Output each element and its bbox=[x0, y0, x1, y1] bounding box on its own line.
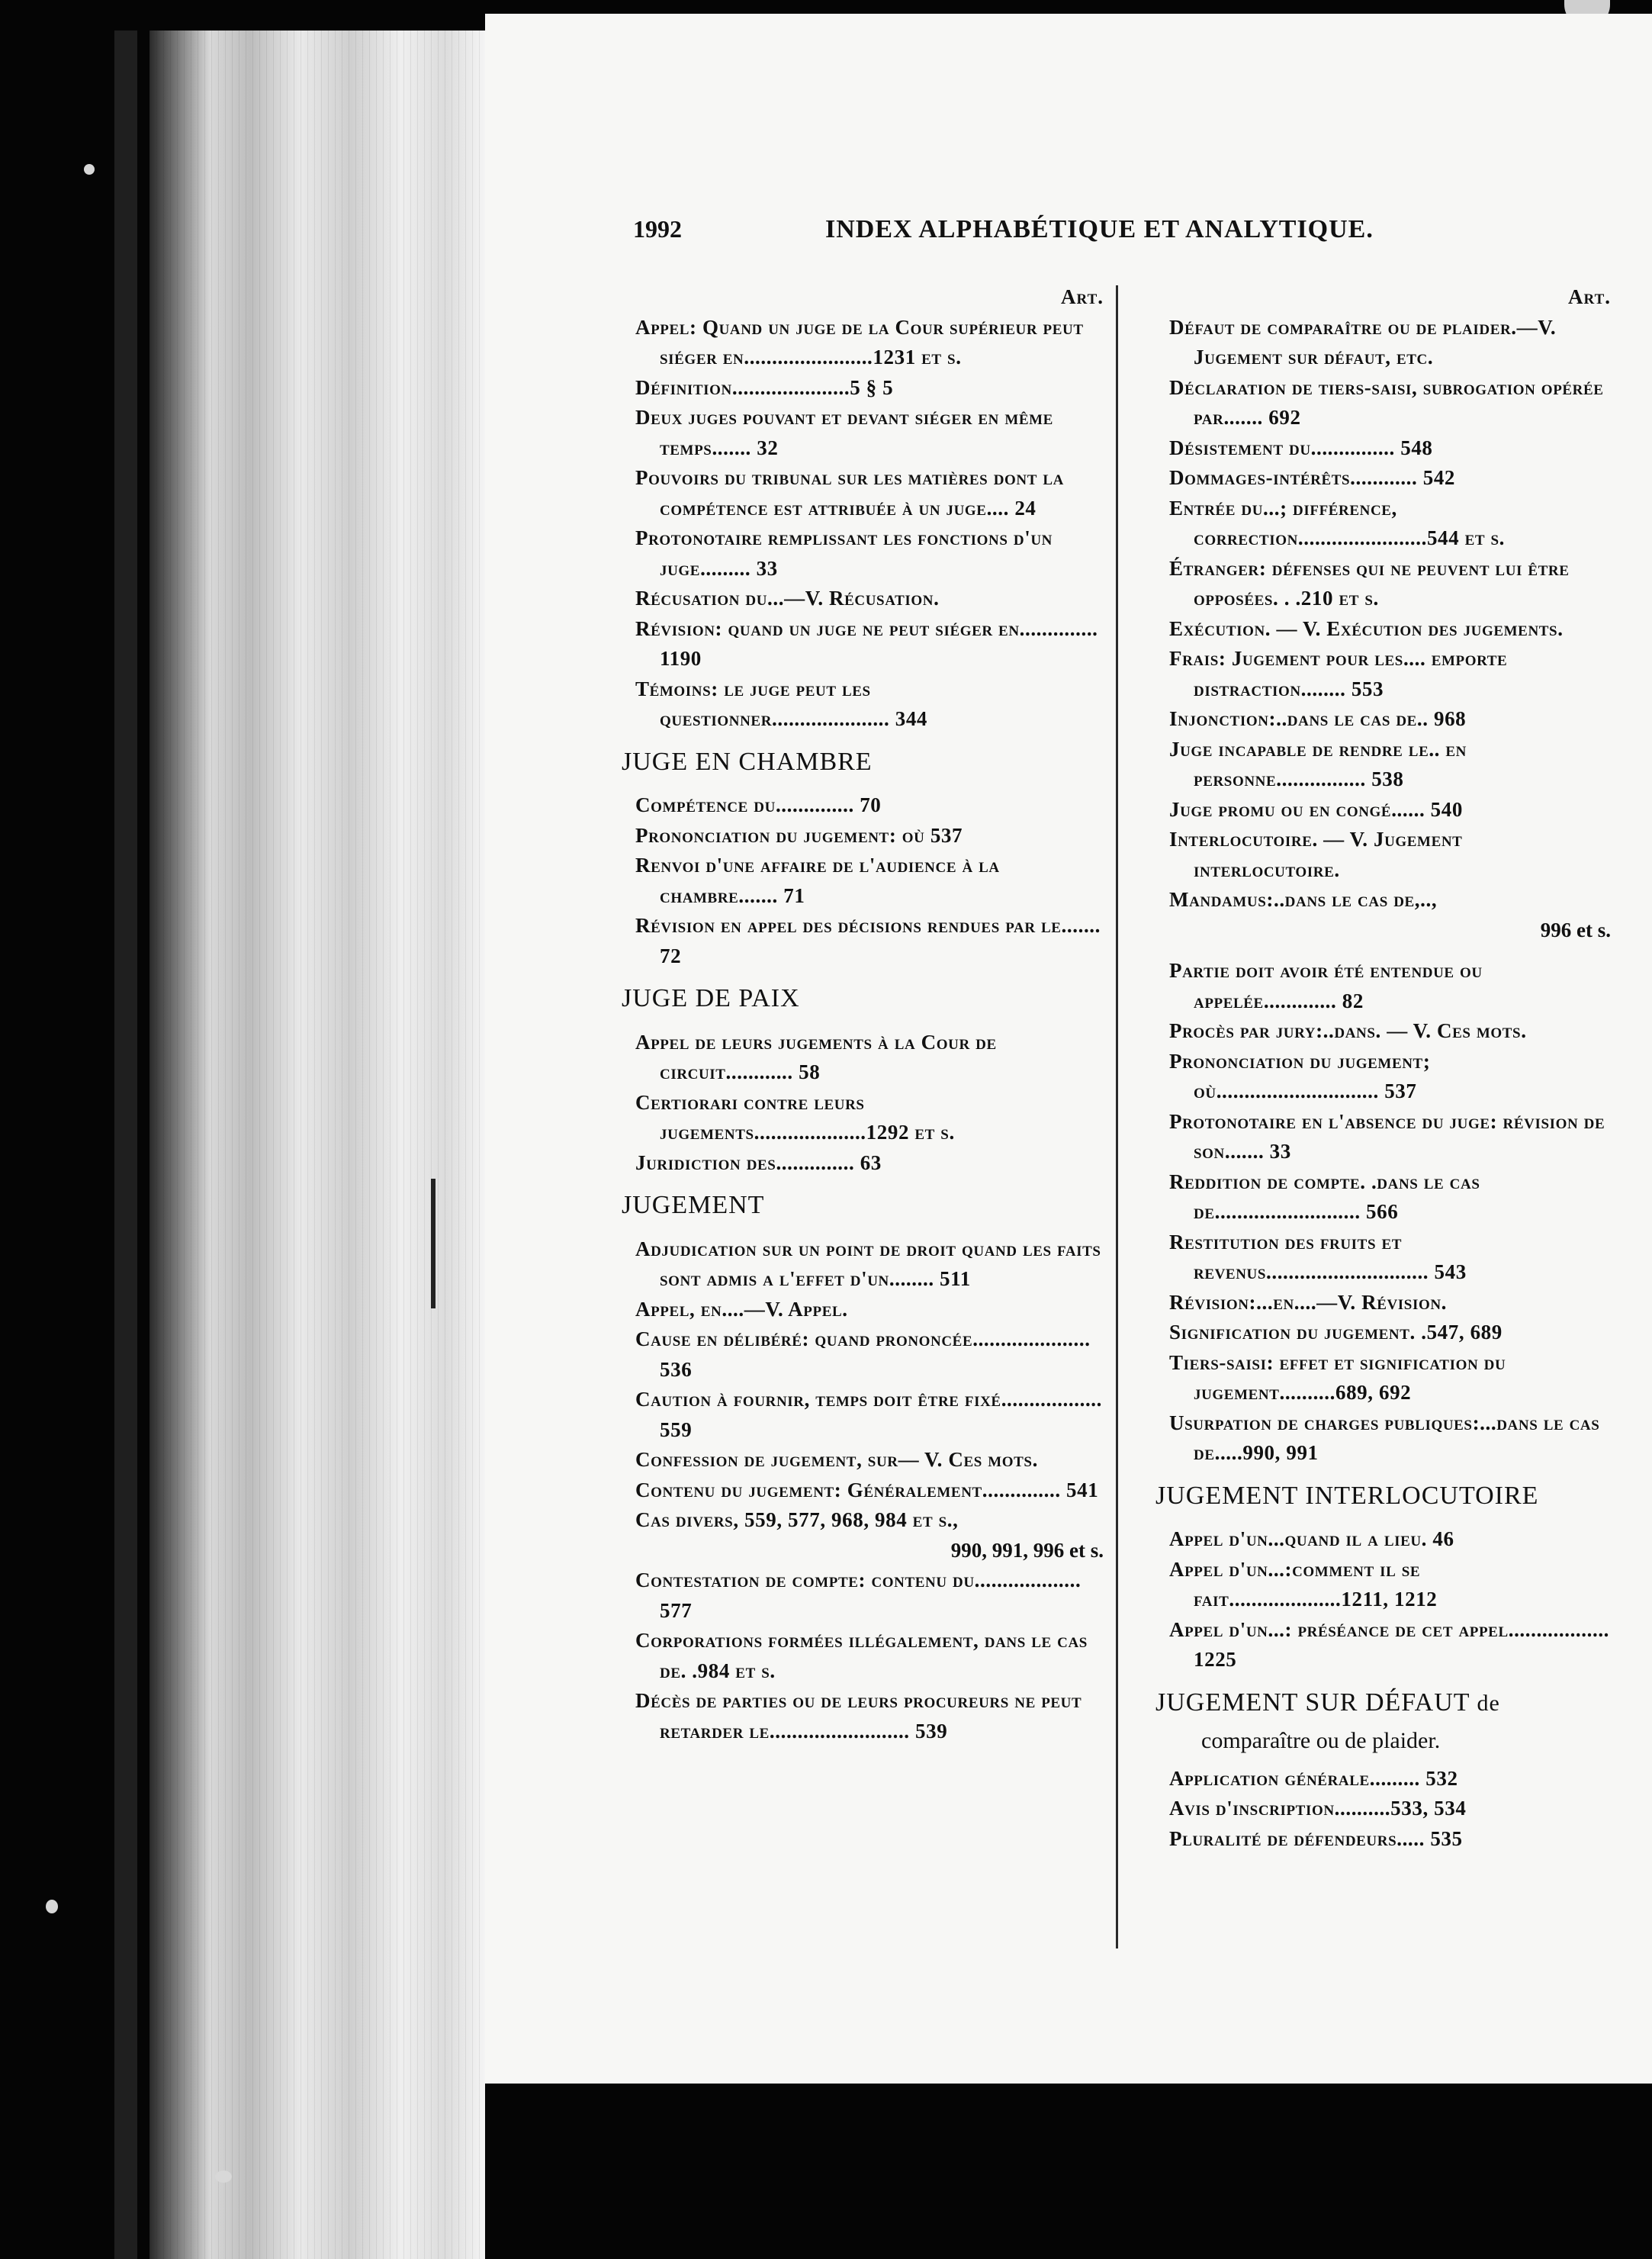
section-heading: JUGEMENT INTERLOCUTOIRE bbox=[1155, 1481, 1539, 1510]
index-entry: Restitution des fruits et revenus............................. 543 bbox=[1169, 1230, 1467, 1283]
index-entry: Dommages-intérêts............ 542 bbox=[1169, 466, 1456, 489]
index-entry: Juridiction des.............. 63 bbox=[635, 1150, 882, 1174]
index-entry: Contestation de compte: contenu du................... 577 bbox=[635, 1569, 1082, 1622]
index-entry: Appel: Quand un juge de la Cour supérieur peut siéger en.......................1231 et s. bbox=[635, 315, 1084, 368]
index-entry: Décès de parties ou de leurs procureurs ne peut retarder le......................... 539 bbox=[635, 1689, 1082, 1743]
index-entry: Certiorari contre leurs jugements....................1292 et s. bbox=[635, 1090, 955, 1144]
speck bbox=[46, 1900, 58, 1913]
index-entry: Appel d'un...: préséance de cet appel.................. 1225 bbox=[1169, 1617, 1610, 1671]
column-divider bbox=[1116, 285, 1118, 1948]
index-entry: Étranger: défenses qui ne peuvent lui être opposées. . .210 et s. bbox=[1169, 556, 1570, 610]
index-entry: Contenu du jugement: Généralement.............. 541 bbox=[635, 1478, 1099, 1501]
index-entry: Appel de leurs jugements à la Cour de circuit............ 58 bbox=[635, 1030, 997, 1083]
index-entry: Interlocutoire. — V. Jugement interlocutoire. bbox=[1169, 828, 1463, 881]
page-title: INDEX ALPHABÉTIQUE ET ANALYTIQUE. bbox=[825, 215, 1374, 243]
index-entry: Pluralité de défendeurs..... 535 bbox=[1169, 1826, 1463, 1850]
running-head bbox=[633, 215, 1515, 253]
index-entry: Signification du jugement. .547, 689 bbox=[1169, 1321, 1503, 1343]
index-entry: Juge promu ou en congé...... 540 bbox=[1169, 797, 1463, 821]
page-edge-stack bbox=[149, 31, 485, 2259]
index-entry: Cas divers, 559, 577, 968, 984 et s., bbox=[635, 1508, 959, 1531]
index-entry: Renvoi d'une affaire de l'audience à la chambre....... 71 bbox=[635, 854, 1000, 907]
index-entry: Appel d'un...quand il a lieu. 46 bbox=[1169, 1527, 1454, 1550]
book-edge-band bbox=[114, 31, 137, 2259]
index-entry: Révision: quand un juge ne peut siéger en.............. 1190 bbox=[635, 616, 1098, 670]
gutter-mark bbox=[431, 1179, 435, 1308]
left-column bbox=[622, 282, 1104, 1746]
section-heading: JUGE DE PAIX bbox=[622, 984, 800, 1012]
index-entry: Reddition de compte. .dans le cas de.......................... 566 bbox=[1169, 1170, 1480, 1223]
index-entry: Témoins: le juge peut les questionner..................... 344 bbox=[635, 677, 928, 730]
index-entry: Caution à fournir, temps doit être fixé.................. 559 bbox=[635, 1388, 1102, 1441]
index-entry: Récusation du...—V. Récusation. bbox=[635, 587, 940, 610]
index-entry: Protonotaire remplissant les fonctions d'un juge......... 33 bbox=[635, 526, 1053, 580]
index-entry: Pouvoirs du tribunal sur les matières dont la compétence est attribuée à un juge.... 24 bbox=[635, 466, 1064, 520]
index-entry: Compétence du.............. 70 bbox=[635, 793, 882, 816]
index-entry: Cause en délibéré: quand prononcée..................... 536 bbox=[635, 1327, 1091, 1381]
index-entry: Corporations formées illégalement, dans le cas de. .984 et s. bbox=[635, 1629, 1088, 1682]
speck bbox=[215, 2171, 232, 2183]
index-entry: Procès par jury:..dans. — V. Ces mots. bbox=[1169, 1019, 1527, 1042]
index-entry: Révision en appel des décisions rendues par le....... 72 bbox=[635, 914, 1101, 967]
index-entry: Frais: Jugement pour les.... emporte distraction........ 553 bbox=[1169, 647, 1508, 700]
index-entry: Partie doit avoir été entendue ou appelée............. 82 bbox=[1169, 959, 1483, 1012]
index-ref: 990, 991, 996 et s. bbox=[950, 1538, 1104, 1562]
index-entry: Déclaration de tiers-saisi, subrogation opérée par....... 692 bbox=[1169, 375, 1604, 429]
art-label: Art. bbox=[1568, 285, 1611, 308]
right-column bbox=[1155, 282, 1611, 1854]
index-entry: Application générale......... 532 bbox=[1169, 1766, 1458, 1790]
index-entry: Appel, en....—V. Appel. bbox=[635, 1297, 848, 1321]
index-entry: Injonction:..dans le cas de.. 968 bbox=[1169, 707, 1467, 730]
speck bbox=[84, 164, 95, 175]
index-entry: Prononciation du jugement; où............................. 537 bbox=[1169, 1049, 1431, 1102]
index-entry: Exécution. — V. Exécution des jugements. bbox=[1169, 616, 1564, 640]
section-heading-text: JUGEMENT SUR DÉFAUT bbox=[1155, 1688, 1470, 1717]
section-heading: JUGEMENT bbox=[622, 1191, 765, 1219]
section-heading-de: de bbox=[1477, 1690, 1500, 1716]
index-entry: Mandamus:..dans le cas de,.., bbox=[1169, 888, 1438, 911]
index-entry: Prononciation du jugement: où 537 bbox=[635, 823, 963, 847]
index-entry: Avis d'inscription..........533, 534 bbox=[1169, 1797, 1467, 1820]
index-entry: Tiers-saisi: effet et signification du jugement..........689, 692 bbox=[1169, 1350, 1506, 1404]
index-entry: Révision:...en....—V. Révision. bbox=[1169, 1290, 1447, 1314]
index-entry: Usurpation de charges publiques:...dans le cas de.....990, 991 bbox=[1169, 1411, 1600, 1464]
index-entry: Appel d'un...:comment il se fait....................1211, 1212 bbox=[1169, 1557, 1438, 1611]
section-heading: JUGE EN CHAMBRE bbox=[622, 747, 873, 776]
index-entry: Définition.....................5 § 5 bbox=[635, 375, 894, 399]
art-label: Art. bbox=[1061, 285, 1104, 308]
index-entry: Juge incapable de rendre le.. en personne................ 538 bbox=[1169, 737, 1467, 790]
index-ref: 996 et s. bbox=[1540, 918, 1611, 941]
index-entry: Confession de jugement, sur— V. Ces mots. bbox=[635, 1448, 1038, 1471]
index-entry: Adjudication sur un point de droit quand les faits sont admis a l'effet d'un........ 511 bbox=[635, 1237, 1101, 1290]
index-entry: Désistement du............... 548 bbox=[1169, 436, 1433, 459]
index-entry: Entrée du...; différence, correction.......................544 et s. bbox=[1169, 496, 1506, 549]
index-entry: Défaut de comparaître ou de plaider.—V. Jugement sur défaut, etc. bbox=[1169, 315, 1557, 368]
index-entry: Deux juges pouvant et devant siéger en même temps....... 32 bbox=[635, 406, 1053, 459]
index-entry: Protonotaire en l'absence du juge: révision de son....... 33 bbox=[1169, 1109, 1605, 1163]
section-subheading: comparaître ou de plaider. bbox=[1201, 1728, 1441, 1753]
page-number: 1992 bbox=[633, 215, 682, 243]
section-heading bbox=[1155, 1688, 1611, 1719]
